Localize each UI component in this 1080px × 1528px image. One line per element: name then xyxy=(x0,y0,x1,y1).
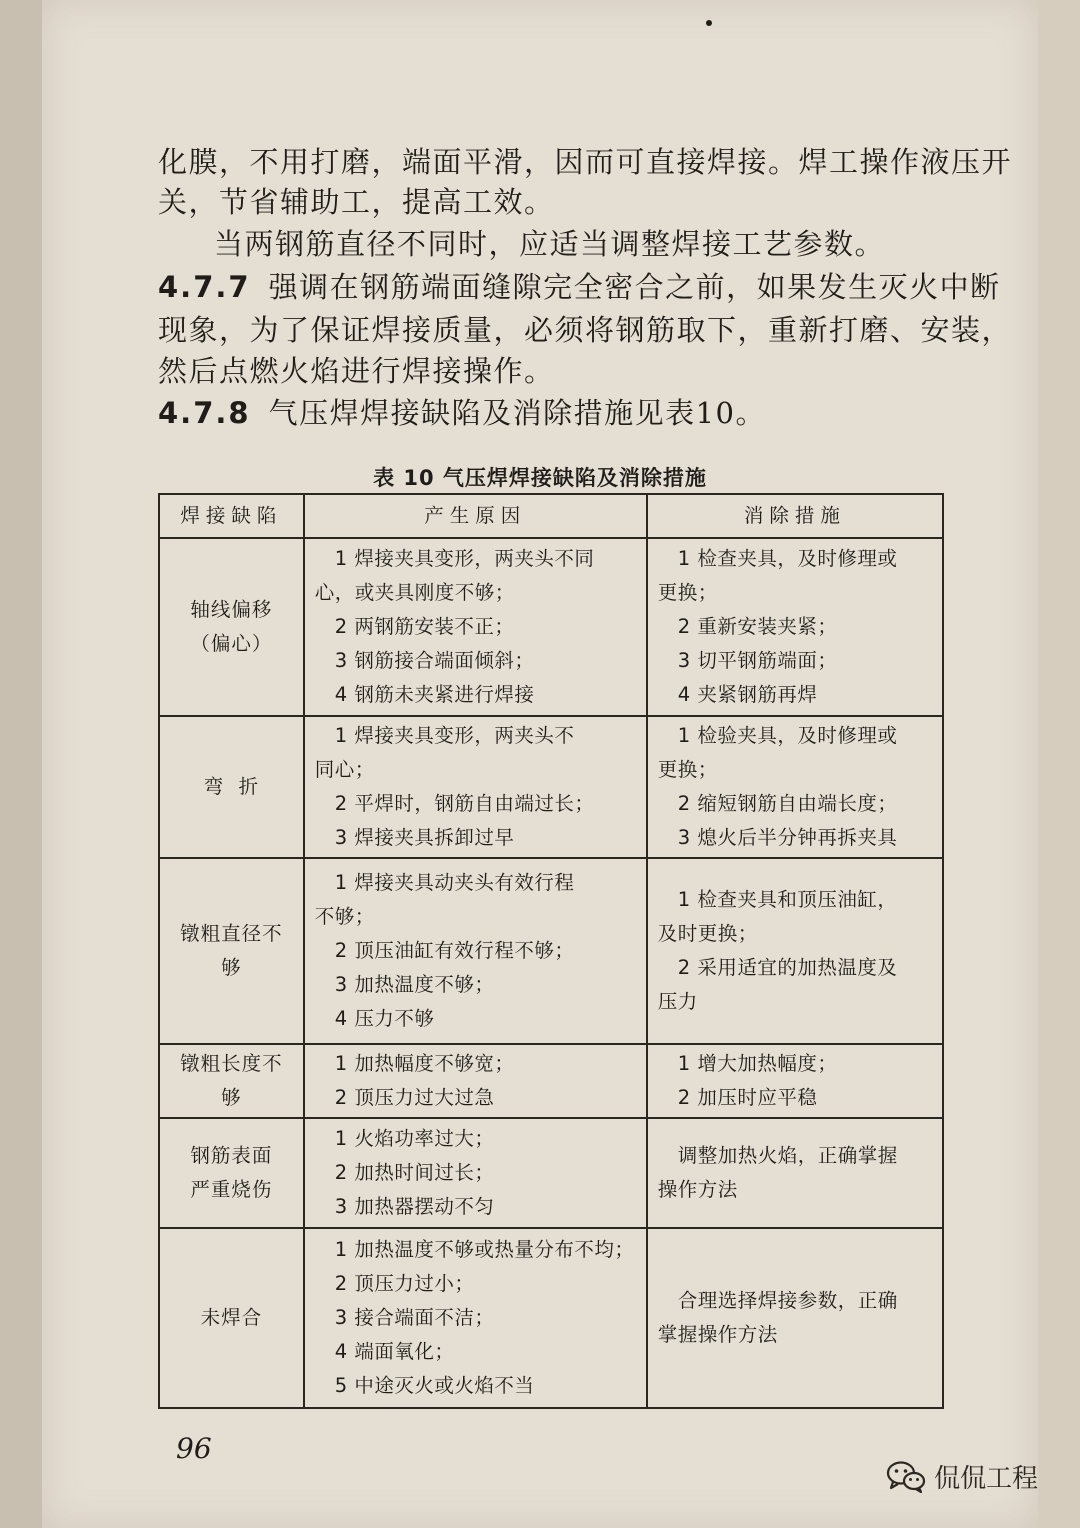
remedy-item: 操作方法 xyxy=(657,1178,738,1201)
cause-item: 1 火焰功率过大； xyxy=(334,1127,495,1150)
remedy-item: 2 采用适宜的加热温度及 xyxy=(677,956,898,979)
paragraph-line: 化膜，不用打磨，端面平滑，因而可直接焊接。焊工操作液压开 xyxy=(158,145,1013,179)
section-4-7-7 xyxy=(158,267,1001,307)
remedy-item: 2 加压时应平稳 xyxy=(677,1086,818,1109)
remedy-cell xyxy=(647,538,943,716)
cause-item: 2 顶压油缸有效行程不够； xyxy=(334,939,575,962)
cause-item: 不够； xyxy=(314,905,375,928)
defect-cell xyxy=(159,1118,304,1228)
table-row xyxy=(159,858,943,1044)
cause-item: 2 顶压力过大过急 xyxy=(334,1086,495,1109)
defect-name: 钢筋表面 xyxy=(190,1144,273,1167)
defect-name: 弯 折 xyxy=(203,775,260,798)
header-defect: 焊接缺陷 xyxy=(159,494,304,538)
cause-item: 1 加热温度不够或热量分布不均； xyxy=(334,1238,635,1261)
cause-cell xyxy=(304,1118,647,1228)
paragraph-line: 然后点燃火焰进行焊接操作。 xyxy=(158,354,555,388)
cause-item: 2 顶压力过小； xyxy=(334,1272,475,1295)
table-header-row xyxy=(159,494,943,538)
remedy-cell xyxy=(647,1228,943,1408)
paragraph-line: 现象，为了保证焊接质量，必须将钢筋取下，重新打磨、安装， xyxy=(158,313,1013,347)
defect-cell xyxy=(159,716,304,858)
print-dot xyxy=(706,20,712,26)
paragraph-line: 当两钢筋直径不同时，应适当调整焊接工艺参数。 xyxy=(214,227,886,261)
remedy-item: 4 夹紧钢筋再焊 xyxy=(677,683,818,706)
cause-item: 1 焊接夹具动夹头有效行程 xyxy=(334,871,575,894)
remedy-cell xyxy=(647,1118,943,1228)
remedy-cell xyxy=(647,1044,943,1118)
defect-name: 轴线偏移 xyxy=(190,598,273,621)
cause-item: 5 中途灭火或火焰不当 xyxy=(334,1374,535,1397)
table-row xyxy=(159,538,943,716)
table-row xyxy=(159,1228,943,1408)
table-caption: 表 10 气压焊焊接缺陷及消除措施 xyxy=(373,466,707,490)
remedy-item: 更换； xyxy=(657,581,718,604)
cause-cell xyxy=(304,716,647,858)
cause-item: 4 压力不够 xyxy=(334,1007,435,1030)
remedy-cell xyxy=(647,716,943,858)
remedy-item: 2 缩短钢筋自由端长度； xyxy=(677,792,898,815)
remedy-item: 3 熄火后半分钟再拆夹具 xyxy=(677,826,898,849)
header-cause: 产生原因 xyxy=(304,494,647,538)
cause-item: 2 两钢筋安装不正； xyxy=(334,615,515,638)
watermark xyxy=(886,1458,1038,1495)
remedy-item: 1 检查夹具，及时修理或 xyxy=(677,547,898,570)
defect-name: 严重烧伤 xyxy=(190,1178,273,1201)
wechat-icon xyxy=(886,1460,926,1494)
paragraph-line: 关，节省辅助工，提高工效。 xyxy=(158,185,555,219)
cause-item: 2 加热时间过长； xyxy=(334,1161,495,1184)
cause-item: 3 加热温度不够； xyxy=(334,973,495,996)
section-number: 4.7.8 xyxy=(158,396,251,430)
defect-name: 镦粗直径不够 xyxy=(180,922,283,979)
defects-table xyxy=(158,493,944,1409)
defect-cell xyxy=(159,858,304,1044)
header-remedy: 消除措施 xyxy=(647,494,943,538)
cause-item: 2 平焊时，钢筋自由端过长； xyxy=(334,792,595,815)
cause-item: 3 钢筋接合端面倾斜； xyxy=(334,649,535,672)
cause-cell xyxy=(304,1228,647,1408)
defect-name: 未焊合 xyxy=(200,1306,263,1329)
watermark-text: 侃侃工程 xyxy=(934,1464,1039,1494)
remedy-item: 更换； xyxy=(657,758,718,781)
remedy-item: 掌握操作方法 xyxy=(657,1323,778,1346)
cause-item: 同心； xyxy=(314,758,375,781)
page-right-edge xyxy=(1038,0,1080,1528)
cause-cell xyxy=(304,1044,647,1118)
section-number: 4.7.7 xyxy=(158,270,251,304)
cause-item: 3 焊接夹具拆卸过早 xyxy=(334,826,515,849)
remedy-item: 2 重新安装夹紧； xyxy=(677,615,838,638)
section-text: 气压焊焊接缺陷及消除措施见表10。 xyxy=(268,396,766,430)
remedy-item: 合理选择焊接参数，正确 xyxy=(677,1289,898,1312)
cause-item: 心，或夹具刚度不够； xyxy=(314,581,515,604)
cause-cell xyxy=(304,858,647,1044)
cause-item: 1 焊接夹具变形，两夹头不 xyxy=(334,724,575,747)
page-gutter xyxy=(0,0,42,1528)
cause-item: 4 端面氧化； xyxy=(334,1340,455,1363)
table-row xyxy=(159,1044,943,1118)
defect-name: 镦粗长度不够 xyxy=(180,1052,283,1109)
defect-cell xyxy=(159,1228,304,1408)
remedy-cell xyxy=(647,858,943,1044)
cause-item: 1 焊接夹具变形，两夹头不同 xyxy=(334,547,595,570)
remedy-item: 1 检验夹具，及时修理或 xyxy=(677,724,898,747)
cause-item: 4 钢筋未夹紧进行焊接 xyxy=(334,683,535,706)
table-row xyxy=(159,1118,943,1228)
table-row xyxy=(159,716,943,858)
remedy-item: 1 检查夹具和顶压油缸， xyxy=(677,888,898,911)
remedy-item: 压力 xyxy=(657,990,698,1013)
defect-cell xyxy=(159,1044,304,1118)
remedy-item: 及时更换； xyxy=(657,922,758,945)
cause-item: 1 加热幅度不够宽； xyxy=(334,1052,515,1075)
cause-item: 3 加热器摆动不匀 xyxy=(334,1195,495,1218)
remedy-item: 调整加热火焰，正确掌握 xyxy=(677,1144,898,1167)
section-4-7-8 xyxy=(158,393,948,433)
cause-item: 3 接合端面不洁； xyxy=(334,1306,495,1329)
remedy-item: 1 增大加热幅度； xyxy=(677,1052,838,1075)
remedy-item: 3 切平钢筋端面； xyxy=(677,649,838,672)
defect-name: （偏心） xyxy=(190,632,273,655)
page-number: 96 xyxy=(176,1432,212,1465)
cause-cell xyxy=(304,538,647,716)
section-text: 强调在钢筋端面缝隙完全密合之前，如果发生灭火中断 xyxy=(268,270,1001,304)
defect-cell xyxy=(159,538,304,716)
